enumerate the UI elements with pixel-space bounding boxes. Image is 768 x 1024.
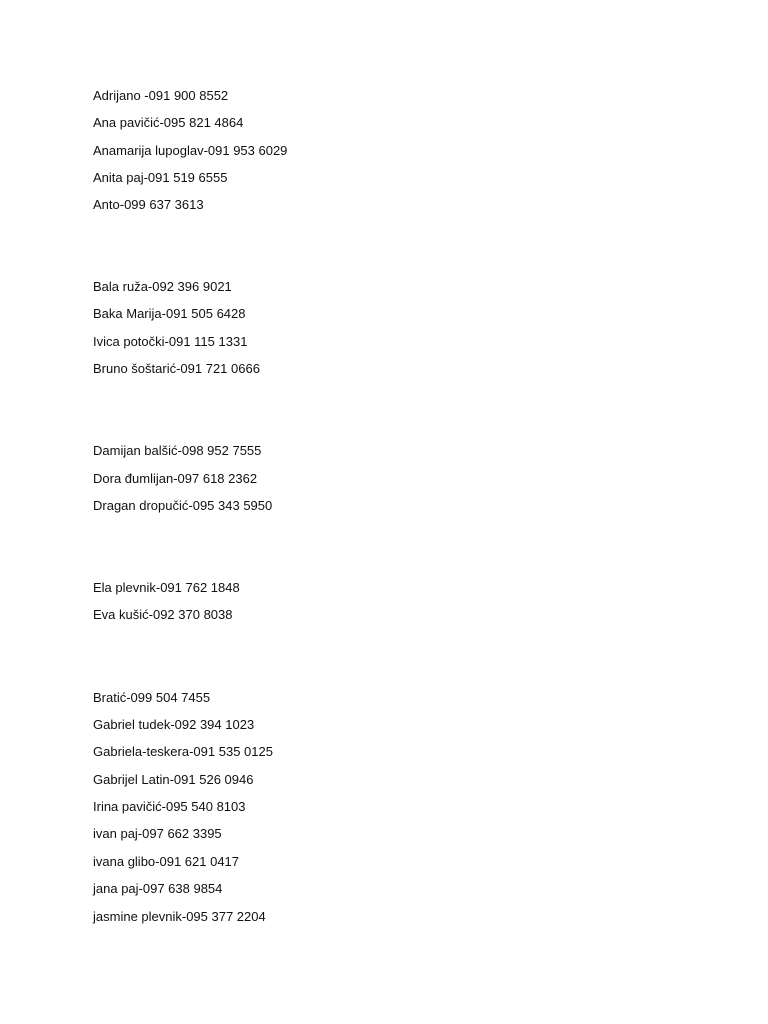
contact-line: Ivica potočki-091 115 1331 (93, 334, 248, 349)
contact-line: Bruno šoštarić-091 721 0666 (93, 361, 260, 376)
contact-line: Ana pavičić-095 821 4864 (93, 115, 244, 130)
contact-line: Anamarija lupoglav-091 953 6029 (93, 143, 288, 158)
contact-line: Adrijano -091 900 8552 (93, 88, 229, 103)
contact-line: Ela plevnik-091 762 1848 (93, 580, 240, 595)
contact-line: jasmine plevnik-095 377 2204 (93, 909, 266, 924)
contact-line: ivan paj-097 662 3395 (93, 826, 222, 841)
contact-line: jana paj-097 638 9854 (93, 881, 223, 896)
contact-line: Dragan dropučić-095 343 5950 (93, 498, 273, 513)
contact-line: Gabrijel Latin-091 526 0946 (93, 772, 254, 787)
contact-line: Dora đumlijan-097 618 2362 (93, 471, 258, 486)
contact-line: Bala ruža-092 396 9021 (93, 279, 232, 294)
contact-line: Gabriel tudek-092 394 1023 (93, 717, 255, 732)
contact-line: Bratić-099 504 7455 (93, 690, 211, 705)
contact-line: Damijan balšić-098 952 7555 (93, 443, 262, 458)
contact-line: Baka Marija-091 505 6428 (93, 306, 246, 321)
contact-line: Gabriela-teskera-091 535 0125 (93, 744, 273, 759)
contact-line: Eva kušić-092 370 8038 (93, 607, 233, 622)
contact-line: Anto-099 637 3613 (93, 197, 204, 212)
contact-line: Irina pavičić-095 540 8103 (93, 799, 246, 814)
contact-line: ivana glibo-091 621 0417 (93, 854, 240, 869)
contact-line: Anita paj-091 519 6555 (93, 170, 228, 185)
